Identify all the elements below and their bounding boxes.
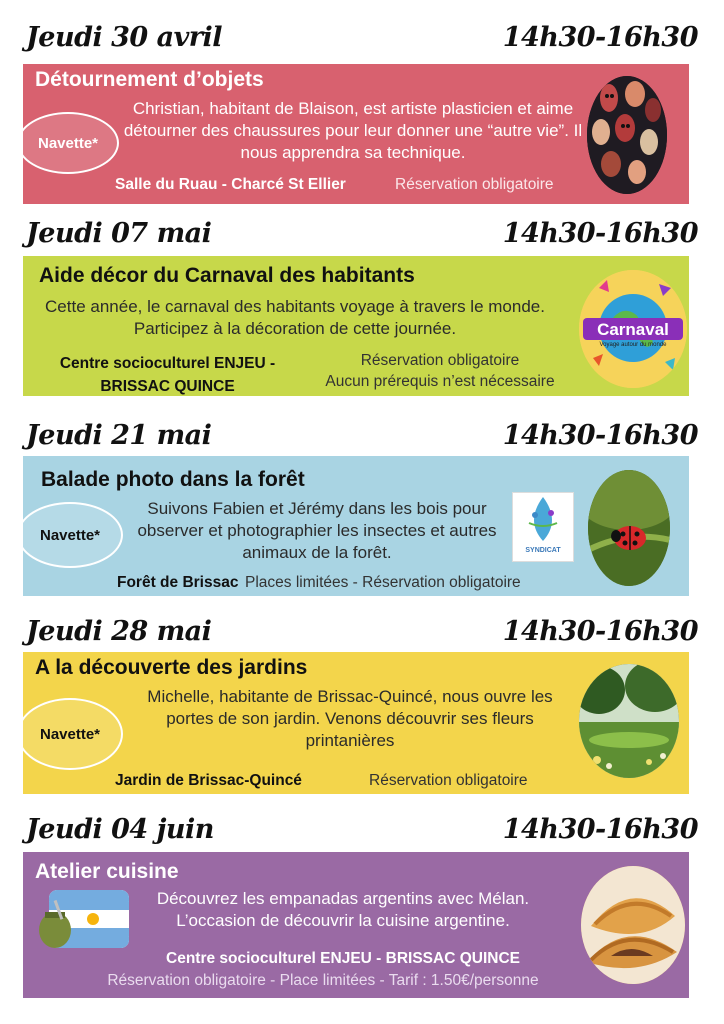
event-time: 14h30-16h30: [502, 218, 698, 249]
event-title: Aide décor du Carnaval des habitants: [39, 264, 415, 287]
event-date: Jeudi 28 mai: [26, 616, 212, 647]
event-title: Détournement d’objets: [35, 68, 264, 91]
syndicat-logo: [512, 492, 574, 562]
carnaval-logo-title: Carnaval: [597, 320, 669, 339]
event-description: Michelle, habitante de Brissac-Quincé, nous ouvre les portes de son jardin. Venons découvrir ses fleurs printanières: [147, 687, 553, 750]
event-description: Christian, habitant de Blaison, est artiste plasticien et aime détourner des chaussures pour leur donner une “autre vie”. Il nous apprendra sa technique.: [123, 99, 583, 162]
event-title: Atelier cuisine: [35, 860, 179, 883]
event-date: Jeudi 21 mai: [26, 420, 212, 451]
event-reservation: Réservation obligatoire: [395, 176, 554, 193]
event-location: Jardin de Brissac-Quincé: [115, 772, 302, 789]
navette-badge: Navette*: [17, 698, 123, 770]
event-reservation: Réservation obligatoire: [360, 352, 520, 369]
event-description: Cette année, le carnaval des habitants voyage à travers le monde. Participez à la décoration de cette journée.: [45, 297, 545, 338]
event-time: 14h30-16h30: [502, 814, 698, 845]
event-description: Suivons Fabien et Jérémy dans les bois pour observer et photographier les insectes et autres animaux de la forêt.: [137, 499, 497, 562]
event-location: Forêt de Brissac: [117, 574, 239, 591]
event-date: Jeudi 07 mai: [26, 218, 212, 249]
event-location: Salle du Ruau - Charcé St Ellier: [115, 176, 346, 193]
garden-photo: [579, 664, 679, 778]
event-card-carnaval: [23, 256, 689, 396]
navette-badge: Navette*: [17, 502, 123, 568]
empanadas-photo: [581, 866, 685, 984]
event-card-atelier-cuisine: [23, 852, 689, 998]
event-reservation-info: [295, 350, 585, 392]
event-reservation: Places limitées - Réservation obligatoire: [245, 574, 521, 591]
event-title: Balade photo dans la forêt: [41, 468, 305, 491]
event-card-jardins: [23, 652, 689, 794]
event-note: Aucun prérequis n’est nécessaire: [325, 373, 555, 390]
event-location: Centre socioculturel ENJEU - BRISSAC QUINCE: [59, 355, 276, 395]
event-location: Centre socioculturel ENJEU - BRISSAC QUINCE: [166, 950, 520, 967]
event-card-detournement: [23, 64, 689, 204]
event-reservation: Réservation obligatoire - Place limitées - Tarif : 1.50€/personne: [107, 972, 539, 989]
event-title: A la découverte des jardins: [35, 656, 308, 679]
event-card-balade-photo: [23, 456, 689, 596]
carnaval-logo: [579, 270, 687, 388]
event-time: 14h30-16h30: [502, 420, 698, 451]
carnaval-logo-subtitle: Voyage autour du monde: [599, 342, 667, 348]
ladybug-photo: [588, 470, 670, 586]
event-time: 14h30-16h30: [502, 616, 698, 647]
event-date: Jeudi 30 avril: [26, 22, 223, 53]
syndicat-logo-text: SYNDICAT: [525, 547, 561, 554]
event-date: Jeudi 04 juin: [26, 814, 214, 845]
event-time: 14h30-16h30: [502, 22, 698, 53]
event-reservation: Réservation obligatoire: [369, 772, 528, 789]
event-description: Découvrez les empanadas argentins avec Mélan. L’occasion de découvrir la cuisine argentine.: [156, 889, 530, 930]
shoe-art-photo: [587, 76, 667, 194]
navette-badge: Navette*: [17, 112, 119, 174]
argentina-flag-icon: [37, 886, 129, 952]
